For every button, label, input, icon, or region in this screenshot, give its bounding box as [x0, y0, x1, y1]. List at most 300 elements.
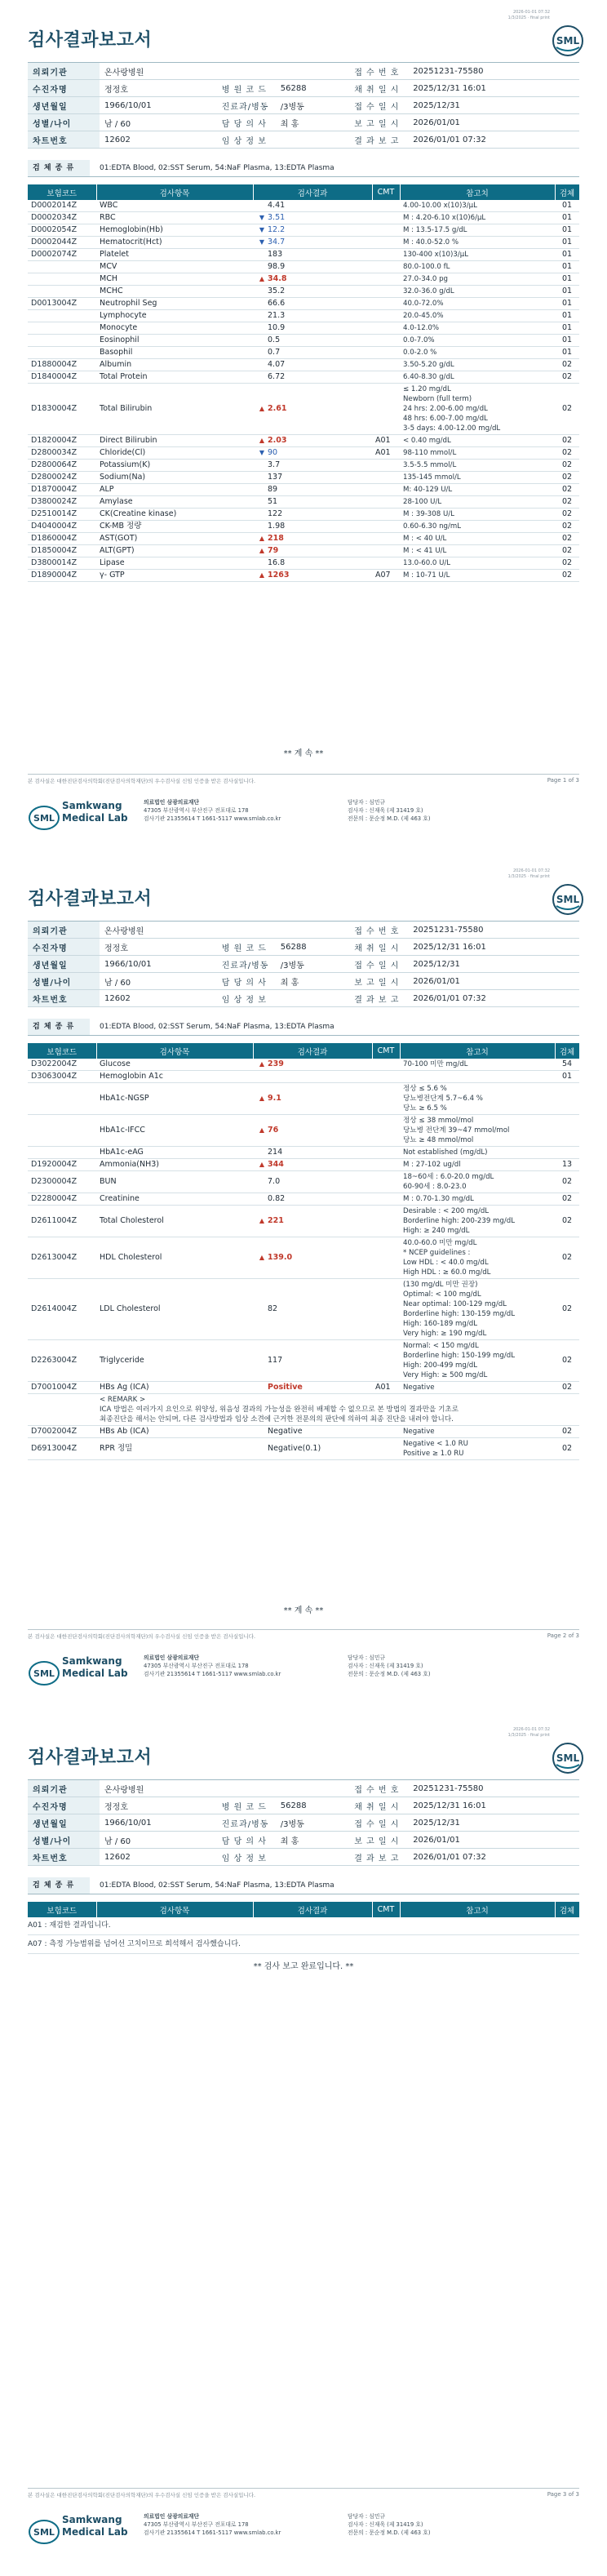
cmt-code	[372, 237, 400, 249]
reference-range: Not established (mg/dL)	[400, 1147, 555, 1159]
insurance-code: D1820004Z	[28, 435, 96, 447]
result-row	[28, 359, 579, 371]
reference-range	[400, 1071, 555, 1083]
test-item: Lipase	[96, 557, 253, 570]
specimen-code: 01	[555, 249, 579, 261]
test-item: LDL Cholesterol	[96, 1279, 253, 1340]
accreditation-note: 본 검사실은 대한진단검사의학회(진단검사의학재단)의 우수검사실 신임 인증을 받은 검사실입니다.	[28, 2492, 256, 2498]
svg-text:SML: SML	[33, 813, 55, 824]
insurance-code: D2800064Z	[28, 460, 96, 472]
test-result: 82	[264, 1279, 372, 1340]
report-page-1	[0, 0, 607, 859]
svg-text:SML: SML	[556, 894, 580, 905]
result-row	[28, 310, 579, 322]
result-row	[28, 371, 579, 384]
cmt-code	[372, 384, 400, 435]
test-result: Negative	[264, 1426, 372, 1438]
specimen-row: 검 체 종 류 01:EDTA Blood, 02:SST Serum, 54:NaF Plasma, 13:EDTA Plasma	[28, 1019, 579, 1036]
result-row	[28, 1193, 579, 1206]
reference-range: M: 40-129 U/L	[400, 484, 555, 496]
ica-remark: < REMARK > ICA 방법은 여러가지 요인으로 위양성, 위음성 결과의 가능성을 완전히 배제할 수 없으므로 본 방법의 결과만을 기초로 최종진단을 해서는 안되며, 다른 검사방법과 임상 소견에 근거한 전문의의 판단에 의하여 최종 진단을 내려야 합니다.	[96, 1394, 579, 1426]
accreditation-note: 본 검사실은 대한진단검사의학회(진단검사의학재단)의 우수검사실 신임 인증을 받은 검사실입니다.	[28, 778, 256, 784]
reference-range: 40.0-72.0%	[400, 298, 555, 310]
test-item: AST(GOT)	[96, 533, 253, 545]
reference-range: 20.0-45.0%	[400, 310, 555, 322]
print-stamp: 2026-01-01 07:32 1/3/2025 · final print	[507, 1727, 550, 1738]
specimen-code: 01	[555, 261, 579, 273]
test-item: BUN	[96, 1171, 253, 1193]
insurance-code: D3022004Z	[28, 1059, 96, 1071]
flag-cell	[253, 521, 264, 533]
page-number: Page 2 of 3	[547, 1632, 579, 1639]
test-result: 3.7	[264, 460, 372, 472]
insurance-code: D0013004Z	[28, 298, 96, 310]
specimen-code: 01	[555, 200, 579, 212]
insurance-code	[28, 286, 96, 298]
insurance-code: D0002054Z	[28, 224, 96, 237]
signature-block: 담당자 : 심민규 검사자 : 신재욱 (제 31419 호) 전문의 : 문순정 M.D. (제 463 호)	[348, 1654, 431, 1677]
reference-range: 0.0-7.0%	[400, 335, 555, 347]
result-row	[28, 1382, 579, 1394]
specimen-code: 01	[555, 224, 579, 237]
insurance-code: D0002044Z	[28, 237, 96, 249]
specimen-row: 검 체 종 류 01:EDTA Blood, 02:SST Serum, 54:NaF Plasma, 13:EDTA Plasma	[28, 160, 579, 177]
test-result: 12.2	[264, 224, 372, 237]
insurance-code: D6913004Z	[28, 1438, 96, 1460]
test-result: 6.72	[264, 371, 372, 384]
test-item: γ- GTP	[96, 570, 253, 582]
test-item: Chloride(Cl)	[96, 447, 253, 460]
test-result: 16.8	[264, 557, 372, 570]
cmt-code	[372, 1438, 400, 1460]
low-flag-icon: ▼	[253, 212, 264, 224]
col-reference: 참고치	[400, 184, 555, 200]
result-row	[28, 1171, 579, 1193]
reference-range: 98-110 mmol/L	[400, 447, 555, 460]
insurance-code: D1890004Z	[28, 570, 96, 582]
report-page-3	[0, 1717, 607, 2576]
svg-text:SML: SML	[33, 2527, 55, 2538]
patient-info-table: 의뢰기관 온사랑병원 접 수 번 호 20251231-75580 수진자명 정정호 병 원 코 드 56288 채 취 일 시 2025/12/31 16:01 생년월일 1966/10/01 진료과/병동 /3병동 접 수 일 시 2025/12/31 성별/나이 남 / 60 담 당 의 사 최 홍 보 고 일 시 2026/01/01 차트번호 12602 임 상 정 보 결 과 보 고 2026/01/01 07:32	[28, 921, 579, 1007]
col-result: 검사결과	[253, 1902, 372, 1917]
test-item: Albumin	[96, 359, 253, 371]
lab-brand: Samkwang Medical Lab	[62, 2514, 128, 2538]
cmt-code	[372, 1071, 400, 1083]
signature-block: 담당자 : 심민규 검사자 : 신재욱 (제 31419 호) 전문의 : 문순정 M.D. (제 463 호)	[348, 799, 431, 822]
reference-range: M : 40.0-52.0 %	[400, 237, 555, 249]
cmt-code	[372, 460, 400, 472]
test-item: RBC	[96, 212, 253, 224]
specimen-code: 02	[555, 1193, 579, 1206]
insurance-code: D2510014Z	[28, 509, 96, 521]
lab-info: 의료법인 삼광의료재단 47305 부산광역시 부산진구 전포대로 178 검사기관 21355614 T 1661-5117 www.smlab.co.kr	[144, 2513, 281, 2536]
cmt-code	[372, 484, 400, 496]
result-row	[28, 557, 579, 570]
test-result: 122	[264, 509, 372, 521]
cmt-code	[372, 200, 400, 212]
test-result: 2.03	[264, 435, 372, 447]
test-result: 2.61	[264, 384, 372, 435]
results-table	[28, 1043, 580, 1460]
flag-cell	[253, 1426, 264, 1438]
cmt-code	[372, 273, 400, 286]
report-complete-label: ** 검사 보고 완료입니다. **	[253, 1962, 354, 1971]
test-result: 89	[264, 484, 372, 496]
test-item: MCV	[96, 261, 253, 273]
cmt-code	[372, 545, 400, 557]
insurance-code: D2613004Z	[28, 1237, 96, 1279]
flag-cell	[253, 1438, 264, 1460]
insurance-code: D1850004Z	[28, 545, 96, 557]
results-table	[28, 1902, 580, 1917]
test-result: 137	[264, 472, 372, 484]
sml-logo	[552, 24, 584, 60]
insurance-code	[28, 347, 96, 359]
test-result: 1263	[264, 570, 372, 582]
cmt-code	[372, 521, 400, 533]
specimen-code: 02	[555, 484, 579, 496]
test-item: Hematocrit(Hct)	[96, 237, 253, 249]
high-flag-icon: ▲	[253, 273, 264, 286]
reference-range: 130-400 x(10)3/μL	[400, 249, 555, 261]
reference-range: 80.0-100.0 fL	[400, 261, 555, 273]
test-item: MCH	[96, 273, 253, 286]
insurance-code: D0002014Z	[28, 200, 96, 212]
test-item: Total Cholesterol	[96, 1206, 253, 1237]
result-row	[28, 298, 579, 310]
flag-cell	[253, 460, 264, 472]
result-row	[28, 570, 579, 582]
note-a01: A01 : 재검한 결과입니다.	[28, 1916, 579, 1935]
insurance-code	[28, 322, 96, 335]
specimen-code: 01	[555, 273, 579, 286]
report-title: 검사결과보고서	[28, 30, 153, 51]
insurance-code: D4040004Z	[28, 521, 96, 533]
test-item: HbA1c-NGSP	[96, 1083, 253, 1115]
insurance-code	[28, 1147, 96, 1159]
lab-brand: Samkwang Medical Lab	[62, 1655, 128, 1679]
signature-block: 담당자 : 심민규 검사자 : 신재욱 (제 31419 호) 전문의 : 문순정 M.D. (제 463 호)	[348, 2513, 431, 2536]
test-result: 1.98	[264, 521, 372, 533]
flag-cell	[253, 1279, 264, 1340]
specimen-code: 01	[555, 212, 579, 224]
specimen-row: 검 체 종 류 01:EDTA Blood, 02:SST Serum, 54:NaF Plasma, 13:EDTA Plasma	[28, 1877, 579, 1894]
test-item: Hemoglobin(Hb)	[96, 224, 253, 237]
cmt-code	[372, 533, 400, 545]
flag-cell	[253, 298, 264, 310]
col-cmt: CMT	[372, 1902, 400, 1917]
cmt-code	[372, 509, 400, 521]
test-item: Monocyte	[96, 322, 253, 335]
comment-notes	[28, 1916, 579, 1954]
result-row	[28, 1426, 579, 1438]
specimen-code	[555, 1083, 579, 1115]
test-result: 66.6	[264, 298, 372, 310]
result-row	[28, 249, 579, 261]
flag-cell	[253, 1171, 264, 1193]
specimen-code: 02	[555, 472, 579, 484]
reference-range: Negative < 1.0 RU Positive ≥ 1.0 RU	[400, 1438, 555, 1460]
reference-range: Normal: < 150 mg/dL Borderline high: 150-199 mg/dL High: 200-499 mg/dL Very High: ≥ 500 mg/dL	[400, 1340, 555, 1382]
reference-range: 135-145 mmol/L	[400, 472, 555, 484]
test-result: 98.9	[264, 261, 372, 273]
insurance-code: D0002034Z	[28, 212, 96, 224]
test-item: RPR 정밀	[96, 1438, 253, 1460]
col-result: 검사결과	[253, 1043, 372, 1059]
col-specimen: 검체	[555, 1043, 579, 1059]
specimen-code: 01	[555, 347, 579, 359]
specimen-code: 02	[555, 1206, 579, 1237]
cmt-code	[372, 286, 400, 298]
test-result: 0.5	[264, 335, 372, 347]
results-table	[28, 184, 580, 582]
insurance-code: D3063004Z	[28, 1071, 96, 1083]
flag-cell	[253, 509, 264, 521]
reference-range: 4.00-10.00 x(10)3/μL	[400, 200, 555, 212]
high-flag-icon: ▲	[253, 1115, 264, 1147]
result-row	[28, 1438, 579, 1460]
specimen-code: 02	[555, 545, 579, 557]
page-number: Page 1 of 3	[547, 777, 579, 784]
test-result: 4.41	[264, 200, 372, 212]
test-item: Basophil	[96, 347, 253, 359]
specimen-code: 01	[555, 310, 579, 322]
test-item: Triglyceride	[96, 1340, 253, 1382]
insurance-code: D1860004Z	[28, 533, 96, 545]
cmt-code	[372, 249, 400, 261]
specimen-code: 02	[555, 1171, 579, 1193]
test-item: Direct Bilirubin	[96, 435, 253, 447]
result-row	[28, 472, 579, 484]
flag-cell	[253, 347, 264, 359]
high-flag-icon	[253, 1382, 264, 1394]
specimen-code: 54	[555, 1059, 579, 1071]
test-item: Neutrophil Seg	[96, 298, 253, 310]
reference-range: (130 mg/dL 미만 권장) Optimal: < 100 mg/dL Near optimal: 100-129 mg/dL Borderline high: 130-159 mg/dL High: 160-189 mg/dL Very high: ≥ 190 mg/dL	[400, 1279, 555, 1340]
specimen-code: 13	[555, 1159, 579, 1171]
result-row	[28, 200, 579, 212]
cmt-code: A01	[372, 447, 400, 460]
col-result: 검사결과	[253, 184, 372, 200]
patient-info-table: 의뢰기관 온사랑병원 접 수 번 호 20251231-75580 수진자명 정정호 병 원 코 드 56288 채 취 일 시 2025/12/31 16:01 생년월일 1966/10/01 진료과/병동 /3병동 접 수 일 시 2025/12/31 성별/나이 남 / 60 담 당 의 사 최 홍 보 고 일 시 2026/01/01 차트번호 12602 임 상 정 보 결 과 보 고 2026/01/01 07:32	[28, 62, 579, 149]
remark-row	[28, 1394, 579, 1426]
reference-range: 28-100 U/L	[400, 496, 555, 509]
flag-cell	[253, 557, 264, 570]
insurance-code: D1920004Z	[28, 1159, 96, 1171]
specimen-code: 02	[555, 359, 579, 371]
reference-range: M : 27-102 ug/dl	[400, 1159, 555, 1171]
test-item: Hemoglobin A1c	[96, 1071, 253, 1083]
reference-range: < 0.40 mg/dL	[400, 435, 555, 447]
test-item: Total Protein	[96, 371, 253, 384]
result-row	[28, 224, 579, 237]
flag-cell	[253, 1340, 264, 1382]
cmt-code	[372, 496, 400, 509]
cmt-code	[372, 224, 400, 237]
test-result: Positive	[264, 1382, 372, 1394]
specimen-code: 01	[555, 335, 579, 347]
reference-range: 3.50-5.20 g/dL	[400, 359, 555, 371]
reference-range: 18~60세 : 6.0-20.0 mg/dL 60-90세 : 8.0-23.0	[400, 1171, 555, 1193]
flag-cell	[253, 359, 264, 371]
insurance-code: D3800024Z	[28, 496, 96, 509]
test-result: 214	[264, 1147, 372, 1159]
insurance-code: D7001004Z	[28, 1382, 96, 1394]
test-result: 7.0	[264, 1171, 372, 1193]
specimen-code: 01	[555, 1071, 579, 1083]
insurance-code: D2611004Z	[28, 1206, 96, 1237]
sml-logo	[552, 883, 584, 919]
test-item: Platelet	[96, 249, 253, 261]
result-row	[28, 1340, 579, 1382]
test-item: CK(Creatine kinase)	[96, 509, 253, 521]
reference-range: 정상 ≤ 5.6 % 당뇨병전단계 5.7~6.4 % 당뇨 ≥ 6.5 %	[400, 1083, 555, 1115]
cmt-code	[372, 1083, 400, 1115]
patient-info-table: 의뢰기관 온사랑병원 접 수 번 호 20251231-75580 수진자명 정정호 병 원 코 드 56288 채 취 일 시 2025/12/31 16:01 생년월일 1966/10/01 진료과/병동 /3병동 접 수 일 시 2025/12/31 성별/나이 남 / 60 담 당 의 사 최 홍 보 고 일 시 2026/01/01 차트번호 12602 임 상 정 보 결 과 보 고 2026/01/01 07:32	[28, 1779, 579, 1866]
col-reference: 참고치	[400, 1902, 555, 1917]
result-row	[28, 521, 579, 533]
reference-range: 6.40-8.30 g/dL	[400, 371, 555, 384]
result-row	[28, 545, 579, 557]
cmt-code	[372, 1193, 400, 1206]
cmt-code	[372, 322, 400, 335]
flag-cell	[253, 1147, 264, 1159]
insurance-code: D3800014Z	[28, 557, 96, 570]
test-item: Amylase	[96, 496, 253, 509]
col-insurance-code: 보험코드	[28, 1043, 96, 1059]
reference-range: M : < 40 U/L	[400, 533, 555, 545]
reference-range: 3.5-5.5 mmol/L	[400, 460, 555, 472]
specimen-code: 01	[555, 298, 579, 310]
col-test-item: 검사항목	[96, 184, 253, 200]
test-item: Creatinine	[96, 1193, 253, 1206]
result-row	[28, 1071, 579, 1083]
cmt-code	[372, 1059, 400, 1071]
test-item: HBs Ag (ICA)	[96, 1382, 253, 1394]
cmt-code: A01	[372, 1382, 400, 1394]
print-stamp: 2026-01-01 07:32 1/3/2025 · final print	[507, 10, 550, 20]
flag-cell	[253, 1071, 264, 1083]
reference-range: M : 4.20-6.10 x(10)6/μL	[400, 212, 555, 224]
svg-text:SML: SML	[556, 35, 580, 47]
insurance-code: D1880004Z	[28, 359, 96, 371]
insurance-code	[28, 1115, 96, 1147]
cmt-code	[372, 1159, 400, 1171]
accreditation-note: 본 검사실은 대한진단검사의학회(진단검사의학재단)의 우수검사실 신임 인증을 받은 검사실입니다.	[28, 1633, 256, 1640]
page-number: Page 3 of 3	[547, 2491, 579, 2498]
specimen-code	[555, 1115, 579, 1147]
test-item: Ammonia(NH3)	[96, 1159, 253, 1171]
insurance-code	[28, 335, 96, 347]
lab-info: 의료법인 삼광의료재단 47305 부산광역시 부산진구 전포대로 178 검사기관 21355614 T 1661-5117 www.smlab.co.kr	[144, 799, 281, 822]
insurance-code	[28, 1083, 96, 1115]
flag-cell	[253, 335, 264, 347]
result-row	[28, 1206, 579, 1237]
test-item: ALP	[96, 484, 253, 496]
cmt-code	[372, 1147, 400, 1159]
reference-range: 40.0-60.0 미만 mg/dL * NCEP guidelines : Low HDL : < 40.0 mg/dL High HDL : ≥ 60.0 mg/dL	[400, 1237, 555, 1279]
insurance-code: D2300004Z	[28, 1171, 96, 1193]
note-a07: A07 : 측정 가능범위를 넘어선 고치이므로 희석해서 검사했습니다.	[28, 1935, 579, 1954]
low-flag-icon: ▼	[253, 447, 264, 460]
lab-info: 의료법인 삼광의료재단 47305 부산광역시 부산진구 전포대로 178 검사기관 21355614 T 1661-5117 www.smlab.co.kr	[144, 1654, 281, 1677]
col-test-item: 검사항목	[96, 1902, 253, 1917]
test-result: 221	[264, 1206, 372, 1237]
reference-range: M : 13.5-17.5 g/dL	[400, 224, 555, 237]
result-row	[28, 533, 579, 545]
insurance-code: D2614004Z	[28, 1279, 96, 1340]
result-row	[28, 347, 579, 359]
test-item: HbA1c-IFCC	[96, 1115, 253, 1147]
test-result: 183	[264, 249, 372, 261]
report-page-2	[0, 859, 607, 1717]
specimen-code: 01	[555, 322, 579, 335]
specimen-code: 01	[555, 237, 579, 249]
specimen-code: 02	[555, 521, 579, 533]
test-result: 139.0	[264, 1237, 372, 1279]
specimen-code: 02	[555, 1279, 579, 1340]
test-item: Lymphocyte	[96, 310, 253, 322]
test-item: Eosinophil	[96, 335, 253, 347]
cmt-code	[372, 359, 400, 371]
test-result: 79	[264, 545, 372, 557]
cmt-code	[372, 1426, 400, 1438]
insurance-code: D2800024Z	[28, 472, 96, 484]
result-row	[28, 484, 579, 496]
cmt-code	[372, 557, 400, 570]
test-result: 0.7	[264, 347, 372, 359]
flag-cell	[253, 286, 264, 298]
reference-range: M : 0.70-1.30 mg/dL	[400, 1193, 555, 1206]
reference-range: Desirable : < 200 mg/dL Borderline high: 200-239 mg/dL High: ≥ 240 mg/dL	[400, 1206, 555, 1237]
col-insurance-code: 보험코드	[28, 184, 96, 200]
test-result: 3.51	[264, 212, 372, 224]
svg-text:SML: SML	[33, 1668, 55, 1679]
insurance-code: D2263004Z	[28, 1340, 96, 1382]
test-item: HBs Ab (ICA)	[96, 1426, 253, 1438]
specimen-code: 02	[555, 1426, 579, 1438]
insurance-code: D0002074Z	[28, 249, 96, 261]
flag-cell	[253, 371, 264, 384]
specimen-code: 02	[555, 371, 579, 384]
cmt-code	[372, 1340, 400, 1382]
specimen-code: 02	[555, 435, 579, 447]
insurance-code	[28, 310, 96, 322]
test-result: 34.7	[264, 237, 372, 249]
cmt-code	[372, 371, 400, 384]
cmt-code	[372, 1115, 400, 1147]
insurance-code: D7002004Z	[28, 1426, 96, 1438]
test-result	[264, 1071, 372, 1083]
test-result: Negative(0.1)	[264, 1438, 372, 1460]
test-result: 4.07	[264, 359, 372, 371]
flag-cell	[253, 472, 264, 484]
result-row	[28, 460, 579, 472]
result-row	[28, 509, 579, 521]
cmt-code	[372, 1237, 400, 1279]
specimen-code: 01	[555, 286, 579, 298]
reference-range: ≤ 1.20 mg/dL Newborn (full term) 24 hrs: 2.00-6.00 mg/dL 48 hrs: 6.00-7.00 mg/dL 3-5 days: 4.00-12.00 mg/dL	[400, 384, 555, 435]
cmt-code	[372, 347, 400, 359]
col-reference: 참고치	[400, 1043, 555, 1059]
specimen-code: 02	[555, 1237, 579, 1279]
sml-logo	[552, 1742, 584, 1778]
test-item: WBC	[96, 200, 253, 212]
cmt-code	[372, 261, 400, 273]
flag-cell	[253, 310, 264, 322]
result-row	[28, 384, 579, 435]
specimen-code: 02	[555, 460, 579, 472]
